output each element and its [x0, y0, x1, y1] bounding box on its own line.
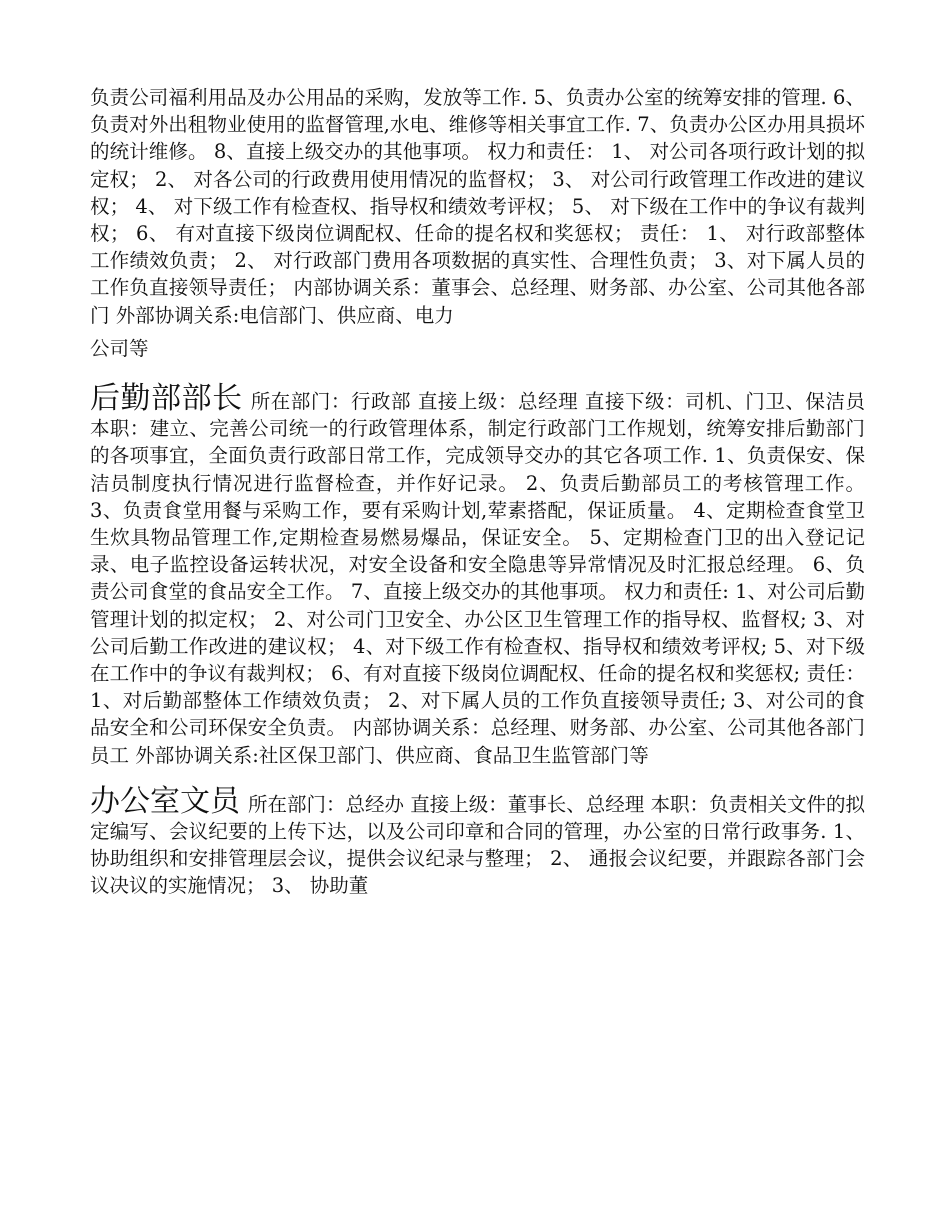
document-page	[90, 84, 865, 900]
section-office-clerk	[90, 783, 865, 900]
intro-paragraph: 负责公司福利用品及办公用品的采购，发放等工作. 5、负责办公室的统筹安排的管理. 6、负责对外出租物业使用的监督管理,水电、维修等相关事宜工作. 7、负责办公区办用具损坏的统计维修。 8、直接上级交办的其他事项。 权力和责任： 1、 对公司各项行政计划的拟定权； 2、 对各公司的行政费用使用情况的监督权； 3、 对公司行政管理工作改进的建议权； 4、 对下级工作有检查权、指导权和绩效考评权； 5、 对下级在工作中的争议有裁判权； 6、 有对直接下级岗位调配权、任命的提名权和奖惩权； 责任： 1、 对行政部整体工作绩效负责； 2、 对行政部门费用各项数据的真实性、合理性负责； 3、对下属人员的工作负直接领导责任； 内部协调关系：董事会、总经理、财务部、办公室、公司其他各部门 外部协调关系:电信部门、供应商、电力	[90, 86, 865, 327]
section-admin-manager-continued	[90, 84, 865, 362]
clerk-paragraph	[90, 783, 865, 900]
clerk-heading: 办公室文员	[90, 783, 241, 819]
logistics-body: 所在部门：行政部 直接上级：总经理 直接下级：司机、门卫、保洁员 本职：建立、完善公司统一的行政管理体系，制定行政部门工作规划，统筹安排后勤部门的各项事宜，全面负责行政部日常工作，完成领导交办的其它各项工作. 1、负责保安、保洁员制度执行情况进行监督检查，并作好记录。 2、负责后勤部员工的考核管理工作。 3、负责食堂用餐与采购工作，要有采购计划,荤素搭配，保证质量。 4、定期检查食堂卫生炊具物品管理工作,定期检查易燃易爆品，保证安全。 5、定期检查门卫的出入登记记录、电子监控设备运转状况，对安全设备和安全隐患等异常情况及时汇报总经理。 6、负责公司食堂的食品安全工作。 7、直接上级交办的其他事项。 权力和责任: 1、对公司后勤管理计划的拟定权； 2、对公司门卫安全、办公区卫生管理工作的指导权、监督权; 3、对公司后勤工作改进的建议权； 4、对下级工作有检查权、指导权和绩效考评权; 5、对下级在工作中的争议有裁判权； 6、有对直接下级岗位调配权、任命的提名权和奖惩权; 责任： 1、对后勤部整体工作绩效负责； 2、对下属人员的工作负直接领导责任; 3、对公司的食品安全和公司环保安全负责。 内部协调关系：总经理、财务部、办公室、公司其他各部门员工 外部协调关系:社区保卫部门、供应商、食品卫生监管部门等	[90, 390, 866, 767]
intro-paragraph-tail: 公司等	[90, 336, 149, 360]
logistics-heading: 后勤部部长	[90, 381, 243, 417]
logistics-paragraph	[90, 381, 866, 769]
section-logistics-head	[90, 381, 866, 769]
clerk-body: 所在部门：总经办 直接上级：董事长、总经理 本职：负责相关文件的拟定编写、会议纪要的上传下达，以及公司印章和合同的管理，办公室的日常行政事务. 1、 协助组织和安排管理层会议，提供会议纪录与整理； 2、 通报会议纪要，并跟踪各部门会议决议的实施情况； 3、 协助董	[90, 792, 865, 898]
